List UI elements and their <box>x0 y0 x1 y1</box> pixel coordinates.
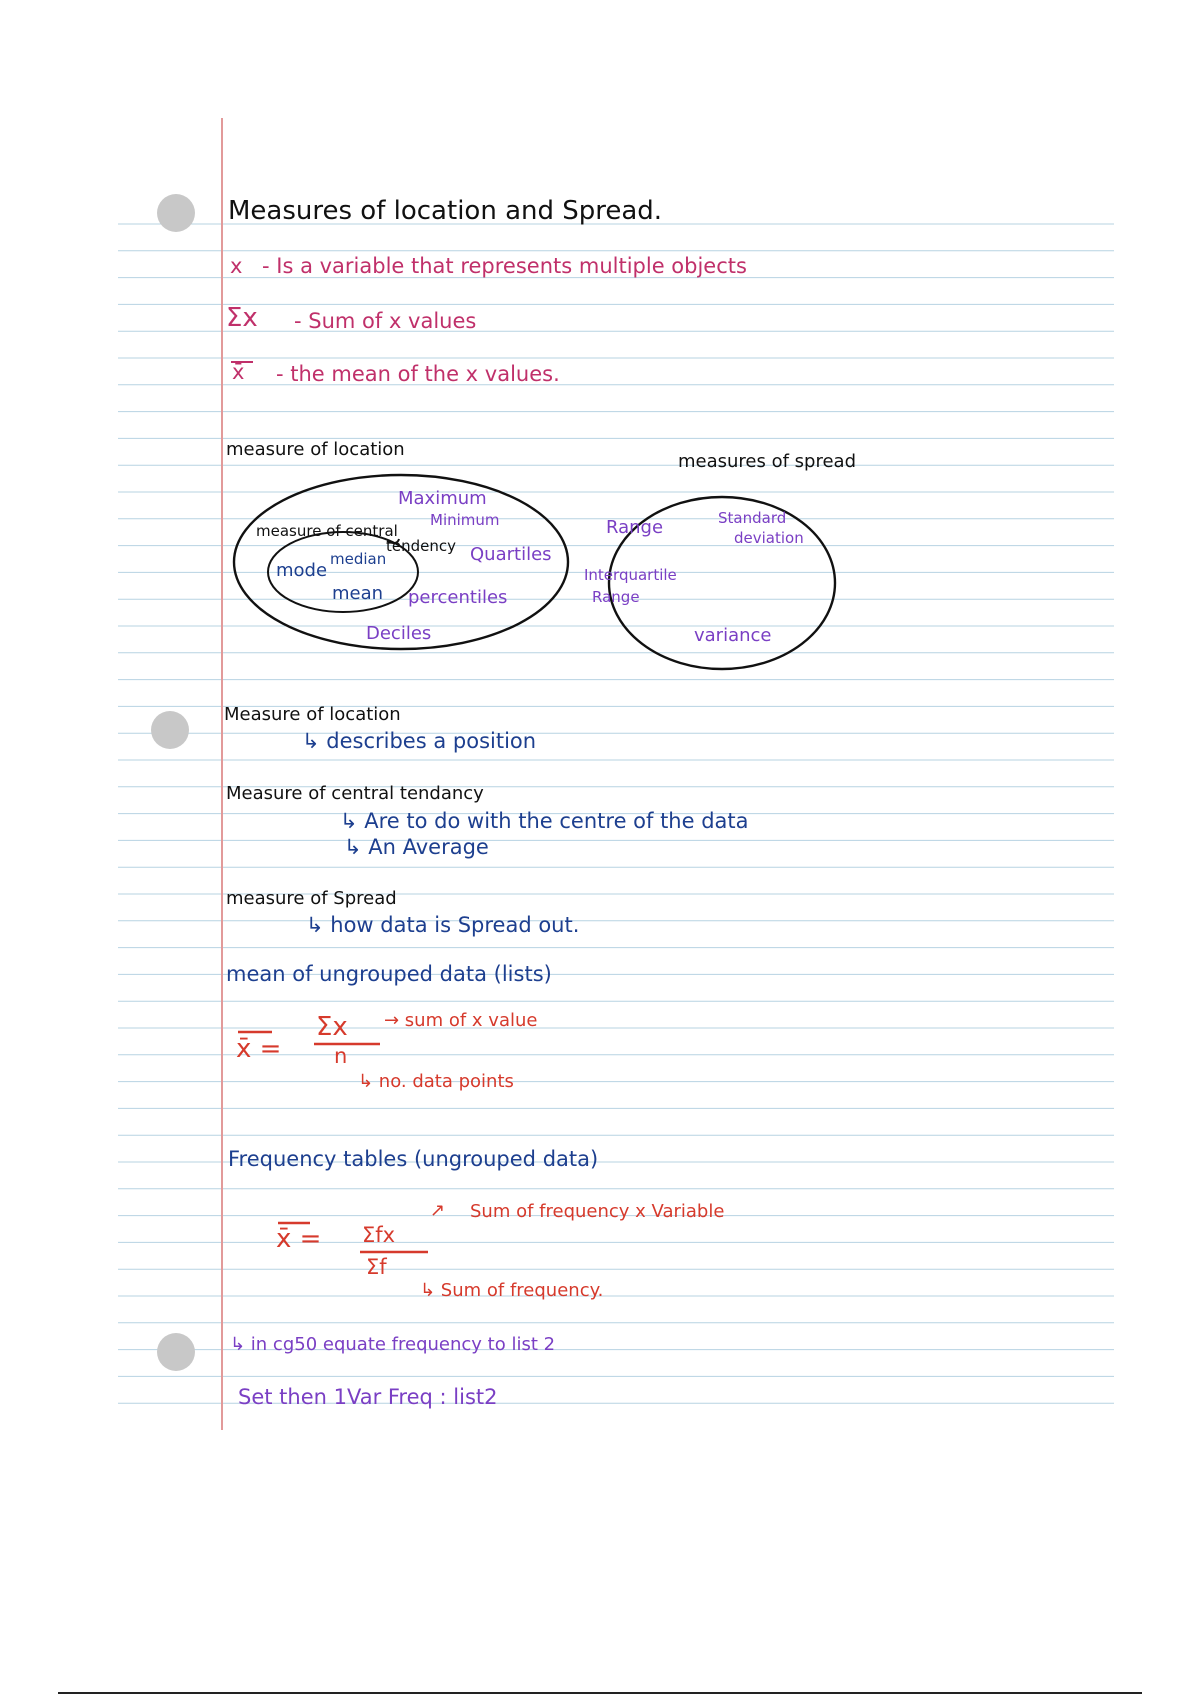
diagram-term: Deciles <box>366 623 432 644</box>
definition-symbol: x <box>230 254 243 278</box>
definition-text: - Is a variable that represents multiple objects <box>262 254 747 278</box>
note-text: ↳ An Average <box>344 835 489 859</box>
note-title: Measure of location <box>224 704 401 725</box>
section-heading: Frequency tables (ungrouped data) <box>228 1147 599 1171</box>
diagram-term: variance <box>694 625 772 646</box>
formula-note: Sum of frequency x Variable <box>470 1201 725 1222</box>
formula-numerator: Σx <box>316 1012 348 1042</box>
calculator-note: ↳ in cg50 equate frequency to list 2 <box>230 1334 556 1355</box>
calculator-note: Set then 1Var Freq : list2 <box>238 1385 498 1409</box>
diagram-term: mean <box>332 583 384 604</box>
formula-lhs: x̄ = <box>236 1034 282 1064</box>
diagram-term: Interquartile <box>584 566 677 584</box>
diagram-term: Maximum <box>398 488 487 509</box>
formula-arrow: ↗ <box>430 1200 446 1221</box>
note-title: Measure of central tendancy <box>226 783 484 804</box>
definition-symbol: x̄ <box>232 360 245 384</box>
diagram-term: mode <box>276 560 328 581</box>
formula-note: ↳ Sum of frequency. <box>420 1280 604 1301</box>
formula-numerator: Σfx <box>362 1223 396 1247</box>
central-heading: measure of central <box>256 522 398 540</box>
note-text: ↳ Are to do with the centre of the data <box>340 809 749 833</box>
diagram-term: Minimum <box>430 511 500 529</box>
diagram-term: percentiles <box>408 587 508 608</box>
formula-note: ↳ no. data points <box>358 1071 514 1092</box>
section-heading: mean of ungrouped data (lists) <box>226 962 552 986</box>
punch-hole <box>157 1333 195 1371</box>
note-title: measure of Spread <box>226 888 397 909</box>
definition-text: - Sum of x values <box>294 309 477 333</box>
definition-text: - the mean of the x values. <box>276 362 560 386</box>
tendency-label: tendency <box>386 537 456 555</box>
definition-symbol: Σx <box>226 303 258 333</box>
diagram-term: Range <box>592 588 640 606</box>
formula-note: → sum of x value <box>384 1010 538 1031</box>
diagram-term: median <box>330 550 387 568</box>
formula-denominator: Σf <box>366 1255 387 1279</box>
diagram-term: deviation <box>734 529 804 547</box>
diagram-term: Quartiles <box>470 544 552 565</box>
formula-denominator: n <box>334 1044 348 1068</box>
formula-lhs: x̄ = <box>276 1224 322 1254</box>
spread-heading: measures of spread <box>678 451 857 472</box>
location-heading: measure of location <box>226 439 405 460</box>
note-text: ↳ describes a position <box>302 729 537 753</box>
note-text: ↳ how data is Spread out. <box>306 913 580 937</box>
punch-hole <box>151 711 189 749</box>
diagram-term: Range <box>606 517 664 538</box>
page-title: Measures of location and Spread. <box>228 196 663 226</box>
punch-hole <box>157 194 195 232</box>
diagram-term: Standard <box>718 509 787 527</box>
